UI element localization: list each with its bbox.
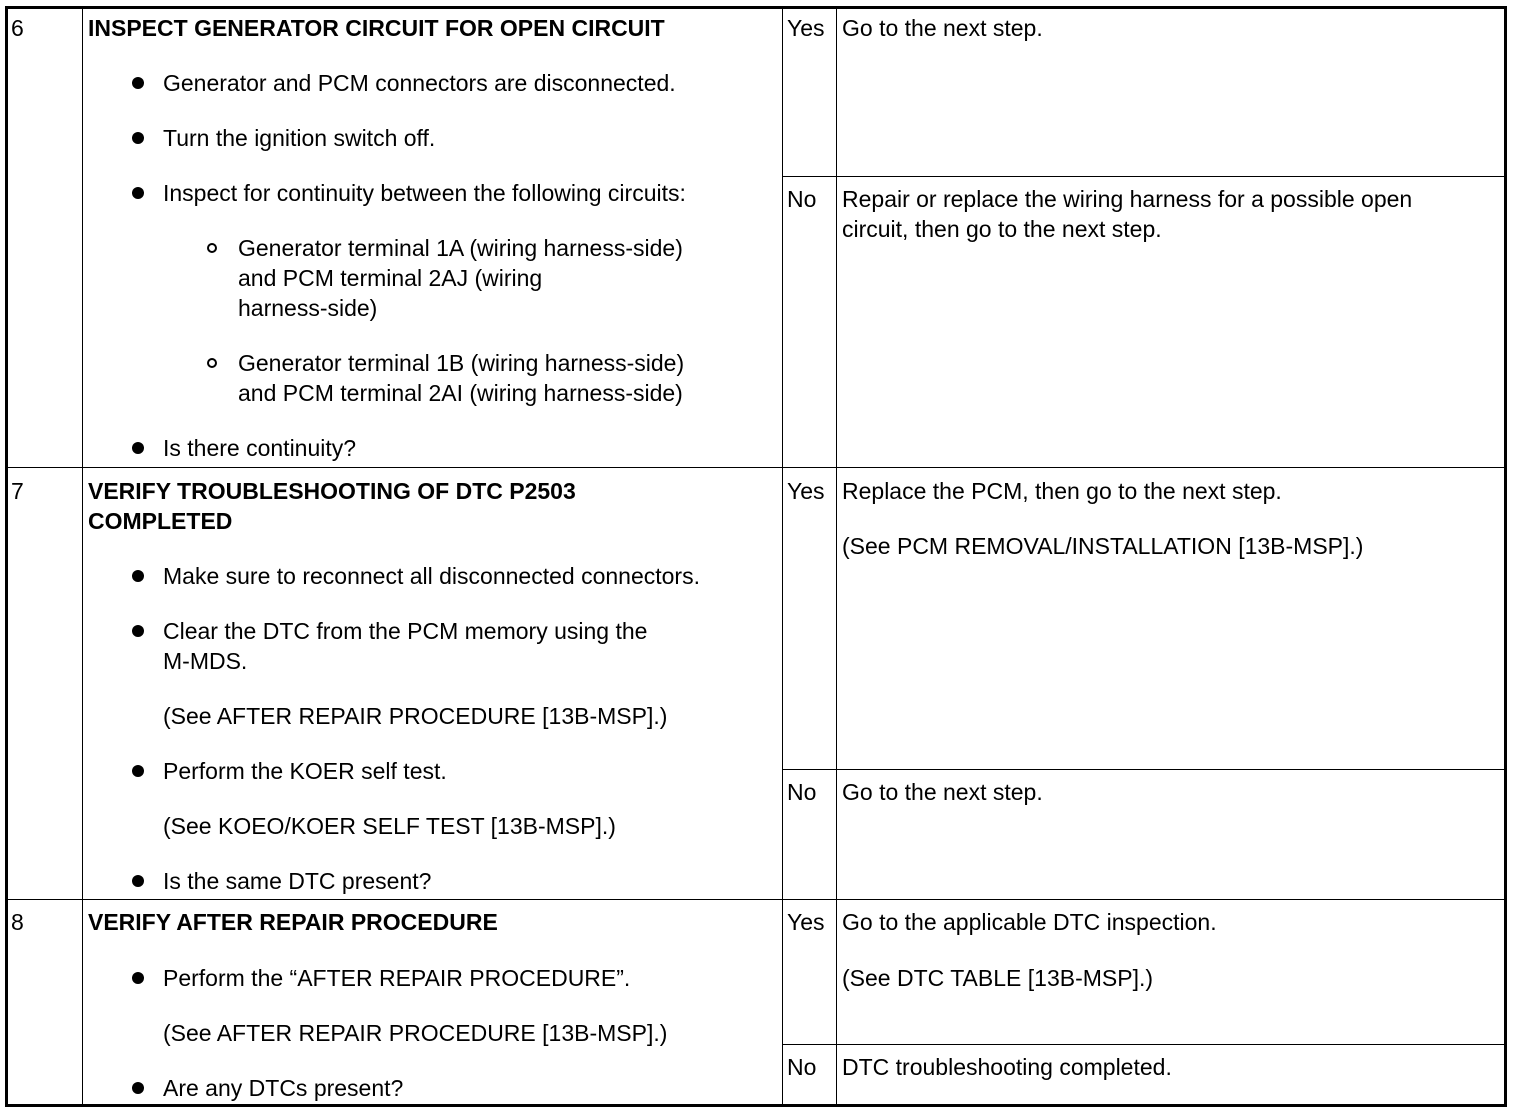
reference-note: (See AFTER REPAIR PROCEDURE [13B-MSP].) [163, 703, 668, 729]
sub-bullet-icon [207, 358, 217, 368]
no-action: Go to the next step. [842, 779, 1043, 805]
step-bullet: Is there continuity? [163, 435, 357, 461]
step-bullet: Turn the ignition switch off. [163, 125, 436, 151]
step-bullet: Perform the KOER self test. [163, 758, 447, 784]
step-bullet: Make sure to reconnect all disconnected connectors. [163, 563, 700, 589]
sub-bullet-line: and PCM terminal 2AJ (wiring [238, 265, 543, 291]
column-divider [782, 8, 783, 1105]
bullet-icon [132, 765, 144, 777]
yes-no-divider [782, 176, 1505, 177]
step-title: VERIFY AFTER REPAIR PROCEDURE [88, 909, 498, 935]
sub-bullet-icon [207, 243, 217, 253]
bullet-icon [132, 570, 144, 582]
yes-no-divider [782, 769, 1505, 770]
yes-label: Yes [787, 909, 825, 935]
step-title: VERIFY TROUBLESHOOTING OF DTC P2503 [88, 478, 576, 504]
column-divider [836, 8, 837, 1105]
bullet-icon [132, 1082, 144, 1094]
sub-bullet-line: Generator terminal 1B (wiring harness-side) [238, 350, 685, 376]
yes-action: Go to the applicable DTC inspection. [842, 909, 1217, 935]
step-number: 6 [11, 15, 24, 41]
yes-action: (See DTC TABLE [13B-MSP].) [842, 965, 1154, 991]
yes-action: Go to the next step. [842, 15, 1043, 41]
no-label: No [787, 186, 817, 212]
no-action: circuit, then go to the next step. [842, 216, 1162, 242]
bullet-icon [132, 972, 144, 984]
bullet-icon [132, 442, 144, 454]
row-divider [7, 899, 1505, 900]
yes-action: (See PCM REMOVAL/INSTALLATION [13B-MSP].) [842, 533, 1364, 559]
bullet-icon [132, 187, 144, 199]
step-number: 7 [11, 478, 24, 504]
column-divider [82, 8, 83, 1105]
bullet-icon [132, 77, 144, 89]
no-action: Repair or replace the wiring harness for a possible open [842, 186, 1413, 212]
bullet-icon [132, 625, 144, 637]
no-label: No [787, 1054, 817, 1080]
yes-label: Yes [787, 15, 825, 41]
step-bullet: M-MDS. [163, 648, 248, 674]
sub-bullet-line: and PCM terminal 2AI (wiring harness-side) [238, 380, 683, 406]
no-action: DTC troubleshooting completed. [842, 1054, 1172, 1080]
step-bullet: Clear the DTC from the PCM memory using the [163, 618, 648, 644]
step-title: COMPLETED [88, 508, 233, 534]
reference-note: (See KOEO/KOER SELF TEST [13B-MSP].) [163, 813, 616, 839]
step-bullet: Inspect for continuity between the following circuits: [163, 180, 686, 206]
reference-note: (See AFTER REPAIR PROCEDURE [13B-MSP].) [163, 1020, 668, 1046]
bullet-icon [132, 132, 144, 144]
sub-bullet-line: harness-side) [238, 295, 378, 321]
bullet-icon [132, 875, 144, 887]
yes-no-divider [782, 1044, 1505, 1045]
sub-bullet-line: Generator terminal 1A (wiring harness-side) [238, 235, 683, 261]
step-bullet: Are any DTCs present? [163, 1075, 404, 1101]
step-number: 8 [11, 909, 24, 935]
yes-action: Replace the PCM, then go to the next step. [842, 478, 1282, 504]
yes-label: Yes [787, 478, 825, 504]
no-label: No [787, 779, 817, 805]
step-bullet: Generator and PCM connectors are disconnected. [163, 70, 676, 96]
step-bullet: Perform the “AFTER REPAIR PROCEDURE”. [163, 965, 631, 991]
step-bullet: Is the same DTC present? [163, 868, 432, 894]
row-divider [7, 467, 1505, 468]
step-title: INSPECT GENERATOR CIRCUIT FOR OPEN CIRCUIT [88, 15, 665, 41]
